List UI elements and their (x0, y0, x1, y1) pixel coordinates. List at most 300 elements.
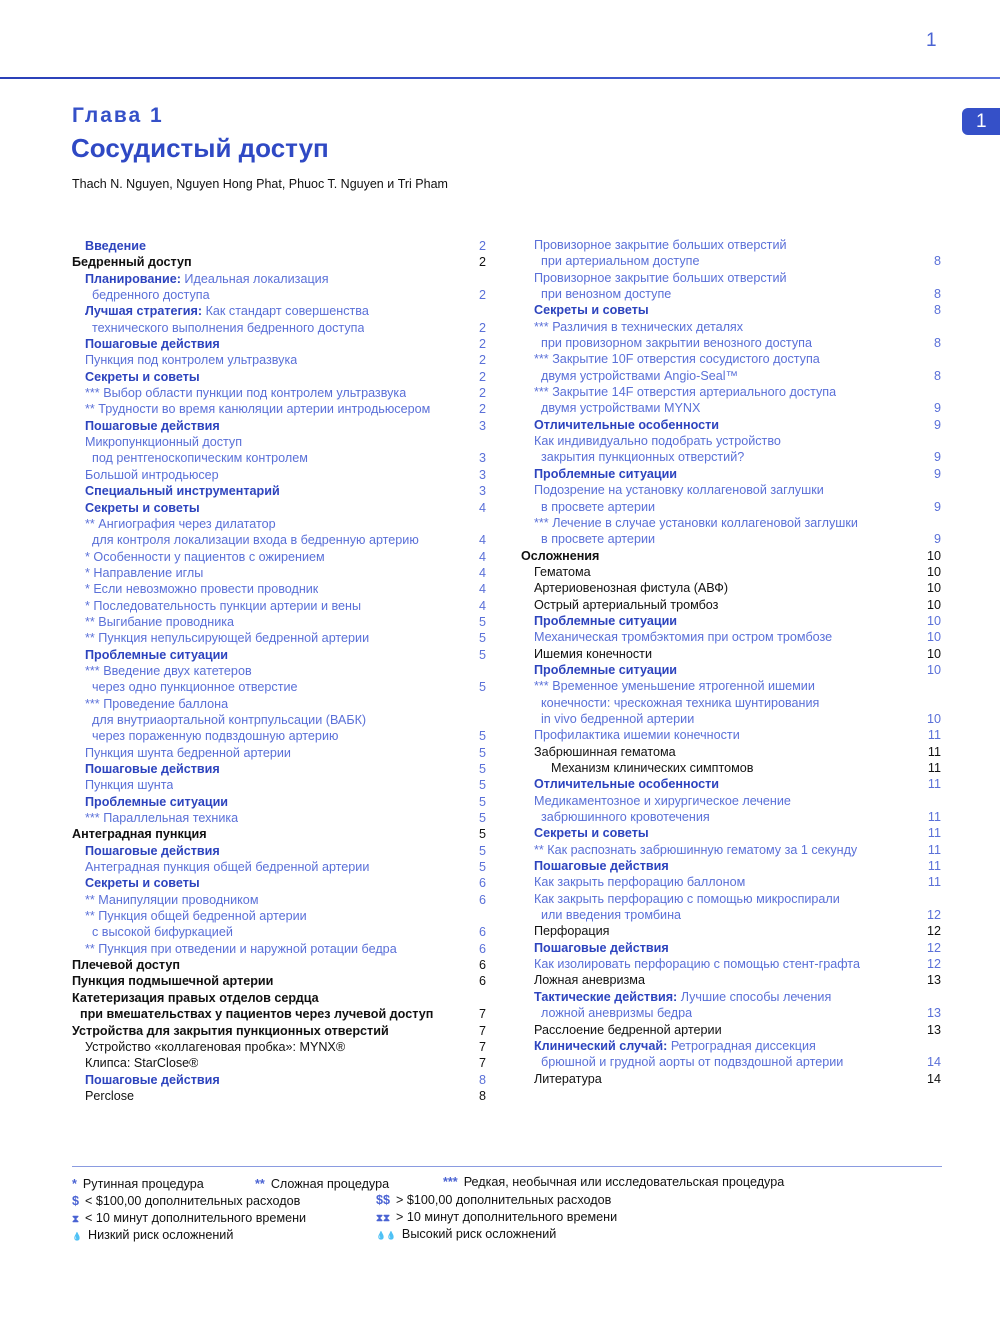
toc-entry[interactable] (521, 351, 941, 367)
toc-entry[interactable] (521, 270, 941, 286)
toc-entry[interactable] (72, 516, 492, 532)
header-rule (0, 77, 1000, 79)
toc-entry-title (541, 400, 700, 416)
toc-entry-title (534, 351, 820, 367)
toc-entry[interactable] (521, 286, 941, 302)
toc-entry-text: Острый артериальный тромбоз (534, 597, 719, 612)
toc-entry[interactable] (72, 483, 492, 499)
toc-entry-text: Проблемные ситуации (534, 662, 678, 677)
toc-page-number: 13 (926, 1022, 941, 1037)
toc-entry[interactable] (521, 302, 941, 318)
toc-entry[interactable] (521, 1022, 941, 1038)
toc-entry-title (85, 483, 280, 499)
toc-entry[interactable] (521, 744, 941, 760)
toc-entry[interactable] (521, 597, 941, 613)
toc-entry[interactable] (521, 384, 941, 400)
toc-entry[interactable] (521, 662, 941, 678)
toc-entry[interactable] (521, 400, 941, 416)
toc-entry[interactable] (521, 548, 941, 564)
toc-entry[interactable] (521, 1071, 941, 1087)
toc-entry[interactable] (521, 580, 941, 596)
toc-entry-title (92, 924, 233, 940)
toc-entry[interactable] (521, 629, 941, 645)
toc-entry-title (92, 287, 210, 303)
toc-entry-prefix: Планирование: (85, 271, 185, 286)
toc-entry-title (85, 352, 297, 368)
toc-entry-title (534, 564, 591, 580)
toc-entry-text: Провизорное закрытие больших отверстий (534, 270, 787, 285)
toc-entry[interactable] (72, 810, 492, 826)
toc-entry[interactable] (72, 1006, 492, 1022)
toc-entry-text: * Направление иглы (85, 565, 204, 580)
toc-entry[interactable] (72, 696, 492, 712)
toc-entry[interactable] (72, 303, 492, 319)
toc-entry[interactable] (72, 1055, 492, 1071)
toc-entry[interactable] (521, 417, 941, 433)
drop-icon: 💧 (72, 1232, 82, 1241)
toc-entry[interactable] (521, 237, 941, 253)
toc-entry[interactable] (72, 647, 492, 663)
legend-low-risk (72, 1228, 233, 1242)
toc-entry[interactable] (72, 794, 492, 810)
toc-entry-title (85, 614, 234, 630)
toc-entry[interactable] (521, 809, 941, 825)
toc-entry-text: ** Пункция при отведении и наружной ротации бедра (85, 941, 397, 956)
toc-page-number: 11 (927, 744, 941, 759)
toc-entry-text: Пошаговые действия (85, 337, 220, 352)
legend-high-cost (376, 1193, 611, 1207)
legend-text: < 10 минут дополнительного времени (85, 1211, 307, 1225)
toc-entry-title (541, 253, 699, 269)
toc-entry-title (85, 418, 220, 434)
legend-text: < $100,00 дополнительных расходов (85, 1194, 301, 1208)
toc-entry[interactable] (521, 760, 941, 776)
toc-entry[interactable] (72, 924, 492, 940)
legend-rare (443, 1175, 784, 1189)
toc-entry[interactable] (72, 450, 492, 466)
toc-page-number: 4 (478, 598, 486, 613)
toc-entry-title (85, 500, 200, 516)
toc-page-number: 5 (478, 680, 486, 695)
toc-entry[interactable] (521, 319, 941, 335)
toc-entry[interactable] (521, 368, 941, 384)
toc-entry[interactable] (72, 728, 492, 744)
toc-entry-text: Механическая тромбэктомия при остром тромбозе (534, 630, 833, 645)
toc-entry-title (534, 858, 669, 874)
toc-entry-title (85, 336, 220, 352)
legend-complex (255, 1177, 389, 1191)
toc-entry[interactable] (521, 825, 941, 841)
toc-entry[interactable] (72, 826, 492, 842)
chapter-tab[interactable]: 1 (962, 108, 1000, 135)
toc-entry-text: через одно пункционное отверстие (92, 680, 298, 695)
toc-page-number: 2 (478, 320, 486, 335)
toc-entry[interactable] (72, 500, 492, 516)
toc-entry[interactable] (72, 1023, 492, 1039)
toc-entry[interactable] (72, 385, 492, 401)
legend-routine (72, 1177, 204, 1191)
toc-entry-title (541, 695, 819, 711)
toc-entry-title (534, 433, 781, 449)
toc-page-number: 9 (933, 450, 941, 465)
toc-entry-title (534, 923, 610, 939)
toc-entry-title (541, 531, 655, 547)
toc-entry-prefix: Лучшая стратегия: (85, 304, 206, 319)
toc-entry[interactable] (72, 973, 492, 989)
toc-entry-text: Лучшие способы лечения (680, 989, 832, 1004)
toc-entry-text: Механизм клинических симптомов (551, 761, 754, 775)
toc-entry-text: двумя устройствами MYNX (541, 401, 701, 416)
toc-entry-title (541, 368, 738, 384)
toc-entry[interactable] (72, 467, 492, 483)
footer-rule (72, 1166, 942, 1167)
toc-entry-title (92, 712, 366, 728)
toc-entry-text: *** Введение двух катетеров (85, 663, 252, 678)
toc-entry[interactable] (521, 253, 941, 269)
toc-entry-title (85, 1055, 198, 1071)
toc-entry-text: Расслоение бедренной артерии (534, 1022, 722, 1037)
toc-entry[interactable] (72, 777, 492, 793)
toc-entry-title (534, 776, 719, 792)
toc-entry-text: Как индивидуально подобрать устройство (534, 434, 781, 449)
toc-entry-title (534, 1022, 722, 1038)
toc-entry[interactable] (521, 989, 941, 1005)
toc-page-number: 11 (927, 810, 941, 825)
toc-entry[interactable] (521, 613, 941, 629)
toc-entry[interactable] (521, 646, 941, 662)
toc-entry-text: Большой интродьюсер (85, 467, 219, 482)
toc-entry[interactable] (72, 745, 492, 761)
toc-entry[interactable] (72, 941, 492, 957)
toc-entry-text: ** Трудности во время канюляции артерии интродьюсером (85, 402, 431, 417)
toc-entry[interactable] (521, 727, 941, 743)
toc-entry-text: с высокой бифуркацией (92, 925, 233, 940)
toc-page-number: 2 (478, 402, 486, 417)
toc-page-number: 6 (478, 974, 486, 989)
toc-entry[interactable] (72, 957, 492, 973)
toc-entry-text: Медикаментозное и хирургическое лечение (534, 793, 791, 808)
toc-entry[interactable] (72, 1088, 492, 1104)
toc-entry[interactable] (72, 712, 492, 728)
toc-page-number: 5 (478, 778, 486, 793)
toc-entry[interactable] (521, 466, 941, 482)
toc-page-number: 11 (927, 761, 941, 775)
toc-entry[interactable] (72, 320, 492, 336)
toc-entry[interactable] (521, 564, 941, 580)
chapter-title: Сосудистый доступ (71, 133, 329, 163)
toc-entry[interactable] (521, 874, 941, 890)
toc-entry-text: Осложнения (521, 548, 600, 563)
toc-page-number: 3 (478, 467, 486, 482)
toc-entry-title (85, 941, 397, 957)
toc-entry-title (551, 760, 753, 776)
toc-entry-title (85, 892, 258, 908)
legend-text: Низкий риск осложнений (87, 1228, 234, 1242)
chapter-authors: Thach N. Nguyen, Nguyen Hong Phat, Phuoc T. Nguyen и Tri Pham (72, 177, 448, 191)
toc-entry-title (534, 629, 832, 645)
toc-entry[interactable] (521, 907, 941, 923)
toc-page-number: 6 (478, 925, 486, 940)
toc-entry[interactable] (72, 892, 492, 908)
toc-entry-title (92, 679, 298, 695)
toc-page-number: 2 (478, 386, 486, 401)
toc-entry[interactable] (72, 434, 492, 450)
toc-entry-title (92, 728, 338, 744)
toc-entry[interactable] (521, 695, 941, 711)
toc-entry[interactable] (72, 598, 492, 614)
toc-entry[interactable] (72, 532, 492, 548)
toc-entry-title (534, 270, 787, 286)
toc-entry[interactable] (72, 614, 492, 630)
toc-page-number: 10 (926, 548, 941, 563)
toc-entry-title (541, 286, 671, 302)
toc-entry[interactable] (72, 352, 492, 368)
toc-entry-title (85, 810, 238, 826)
toc-entry-text: Как стандарт совершенства (205, 304, 369, 319)
legend-short-time (72, 1211, 306, 1225)
toc-entry-title (85, 401, 430, 417)
toc-entry[interactable] (521, 793, 941, 809)
toc-page-number: 5 (478, 614, 486, 629)
toc-entry-title (534, 319, 743, 335)
toc-entry-title (85, 859, 369, 875)
toc-entry-title (85, 908, 307, 924)
toc-entry[interactable] (72, 336, 492, 352)
toc-page-number: 12 (926, 957, 941, 972)
toc-page-number: 3 (478, 484, 486, 499)
toc-entry-title (534, 940, 669, 956)
toc-entry-title (85, 565, 203, 581)
toc-entry-text: *** Закрытие 14F отверстия артериального доступа (534, 385, 837, 400)
toc-page-number: 12 (926, 908, 941, 923)
toc-entry[interactable] (521, 711, 941, 727)
toc-entry-title (72, 957, 180, 973)
toc-entry-text: *** Параллельная техника (85, 811, 239, 826)
toc-page-number: 9 (933, 466, 941, 481)
toc-entry-text: Пункция под контролем ультразвука (85, 353, 298, 368)
toc-entry[interactable] (521, 499, 941, 515)
toc-page-number: 14 (926, 1055, 941, 1070)
toc-entry-text: Бедренный доступ (72, 255, 192, 270)
toc-page-number: 12 (926, 924, 941, 939)
toc-entry-text: ** Выгибание проводника (85, 614, 235, 629)
toc-entry[interactable] (72, 549, 492, 565)
toc-page-number: 10 (926, 613, 941, 628)
toc-entry-title (85, 663, 252, 679)
toc-page-number: 7 (478, 1007, 486, 1022)
chapter-label: Глава 1 (72, 104, 164, 127)
toc-page-number: 7 (478, 1056, 486, 1071)
toc-entry[interactable] (521, 1005, 941, 1021)
toc-entry[interactable] (521, 923, 941, 939)
toc-entry[interactable] (521, 531, 941, 547)
toc-entry-title (72, 973, 273, 989)
toc-entry-text: ** Манипуляции проводником (85, 892, 259, 907)
toc-page-number: 2 (478, 369, 486, 384)
toc-entry-text: при вмешательствах у пациентов через лучевой доступ (80, 1007, 434, 1022)
toc-page-number: 2 (478, 353, 486, 368)
toc-entry[interactable] (521, 776, 941, 792)
toc-entry-text: Артериовенозная фистула (АВФ) (534, 581, 729, 596)
toc-entry-text: технического выполнения бедренного доступа (92, 320, 365, 335)
toc-entry-title (85, 1088, 134, 1104)
toc-entry-text: * Если невозможно провести проводник (85, 582, 319, 597)
toc-entry[interactable] (72, 1039, 492, 1055)
toc-entry-title (85, 647, 228, 663)
toc-entry[interactable] (521, 1038, 941, 1054)
toc-entry-title (92, 450, 308, 466)
toc-entry[interactable] (521, 842, 941, 858)
toc-page-number: 9 (933, 401, 941, 416)
toc-entry[interactable] (72, 908, 492, 924)
one-star-icon: * (72, 1177, 77, 1191)
toc-page-number: 5 (478, 647, 486, 662)
toc-entry-title (534, 793, 791, 809)
toc-entry-text: или введения тромбина (541, 908, 682, 923)
toc-page-number: 8 (933, 303, 941, 318)
toc-entry[interactable] (72, 875, 492, 891)
toc-entry[interactable] (72, 565, 492, 581)
hourglass-icon: ⧗ (72, 1214, 80, 1225)
toc-entry-text: Литература (534, 1071, 602, 1086)
toc-entry-title (534, 384, 836, 400)
toc-entry-text: Пункция подмышечной артерии (72, 974, 274, 989)
toc-entry[interactable] (72, 401, 492, 417)
toc-entry-title (541, 449, 744, 465)
toc-entry-text: Подозрение на установку коллагеновой заглушки (534, 483, 824, 498)
toc-page-number: 11 (927, 842, 941, 857)
toc-entry[interactable] (521, 972, 941, 988)
toc-entry[interactable] (521, 433, 941, 449)
toc-entry[interactable] (521, 482, 941, 498)
toc-entry[interactable] (72, 254, 492, 270)
toc-entry[interactable] (72, 859, 492, 875)
toc-entry[interactable] (521, 858, 941, 874)
toc-entry[interactable] (72, 843, 492, 859)
toc-entry[interactable] (521, 956, 941, 972)
toc-entry-title (85, 385, 406, 401)
toc-entry[interactable] (521, 678, 941, 694)
toc-entry-title (85, 598, 361, 614)
toc-entry-title (85, 630, 369, 646)
toc-page-number: 6 (478, 876, 486, 891)
toc-entry[interactable] (521, 891, 941, 907)
toc-entry-title (85, 516, 276, 532)
toc-entry-text: Катетеризация правых отделов сердца (72, 990, 319, 1005)
legend-text: > 10 минут дополнительного времени (396, 1210, 618, 1224)
toc-entry-text: * Особенности у пациентов с ожирением (85, 549, 325, 564)
toc-entry-text: Секреты и советы (534, 303, 649, 318)
toc-entry-title (521, 548, 599, 564)
toc-entry-text: закрытия пункционных отверстий? (541, 450, 745, 465)
toc-entry-title (541, 711, 694, 727)
toc-entry[interactable] (72, 990, 492, 1006)
toc-entry-text: при артериальном доступе (541, 254, 700, 269)
toc-entry-text: Секреты и советы (534, 826, 649, 841)
toc-page-number: 6 (478, 958, 486, 973)
toc-entry[interactable] (72, 581, 492, 597)
toc-entry-text: в просвете артерии (541, 532, 656, 547)
three-star-icon: *** (443, 1175, 458, 1189)
toc-entry-text: двумя устройствами Angio-Seal™ (541, 368, 739, 383)
toc-entry-text: *** Выбор области пункции под контролем ультразвука (85, 386, 407, 401)
toc-page-number: 6 (478, 892, 486, 907)
toc-entry[interactable] (521, 449, 941, 465)
toc-page-number: 10 (926, 646, 941, 661)
toc-entry[interactable] (521, 1054, 941, 1070)
toc-entry-title (534, 678, 815, 694)
toc-entry[interactable] (72, 679, 492, 695)
toc-entry-text: ** Как распознать забрюшинную гематому за 1 секунду (534, 842, 858, 857)
toc-entry[interactable] (72, 238, 492, 254)
toc-entry-title (534, 972, 645, 988)
toc-entry-prefix: Тактические действия: (534, 989, 681, 1004)
toc-entry[interactable] (72, 761, 492, 777)
toc-page-number: 9 (933, 499, 941, 514)
toc-page-number: 13 (926, 973, 941, 988)
toc-entry[interactable] (521, 940, 941, 956)
toc-page-number: 5 (478, 827, 486, 842)
toc-page-number: 5 (478, 631, 486, 646)
legend-text: > $100,00 дополнительных расходов (396, 1193, 612, 1207)
toc-entry-title (72, 990, 319, 1006)
toc-entry-text: Клипса: StarClose® (85, 1056, 199, 1071)
toc-entry-text: *** Лечение в случае установки коллагеновой заглушки (534, 515, 858, 530)
toc-entry[interactable] (72, 630, 492, 646)
toc-entry[interactable] (72, 369, 492, 385)
toc-entry[interactable] (72, 287, 492, 303)
toc-entry-text: Плечевой доступ (72, 958, 181, 973)
double-hourglass-icon: ⧗⧗ (376, 1213, 391, 1224)
toc-entry-text: бедренного доступа (92, 288, 210, 303)
toc-page-number: 2 (478, 239, 486, 253)
toc-entry-title (534, 744, 676, 760)
toc-page-number: 11 (927, 777, 941, 792)
toc-entry-text: Как закрыть перфорацию с помощью микроспирали (534, 891, 840, 906)
toc-entry-title (72, 254, 192, 270)
toc-page-number: 7 (478, 1039, 486, 1054)
toc-entry-title (85, 549, 325, 565)
toc-entry-text: ** Пункция общей бедренной артерии (85, 909, 307, 924)
toc-entry-text: Перфорация (534, 924, 610, 939)
toc-entry-title (534, 302, 649, 318)
toc-entry[interactable] (521, 515, 941, 531)
toc-entry-title (85, 271, 329, 287)
toc-entry-text: in vivo бедренной артерии (541, 711, 695, 726)
toc-entry[interactable] (72, 1072, 492, 1088)
toc-entry[interactable] (521, 335, 941, 351)
toc-entry-title (85, 875, 200, 891)
toc-entry-title (534, 646, 652, 662)
toc-entry-title (534, 466, 677, 482)
toc-page-number: 14 (926, 1071, 941, 1086)
toc-page-number: 4 (478, 549, 486, 564)
toc-entry-title (534, 237, 787, 253)
toc-page-number: 13 (926, 1006, 941, 1021)
toc-entry[interactable] (72, 418, 492, 434)
toc-entry-title (85, 1039, 345, 1055)
toc-entry[interactable] (72, 271, 492, 287)
toc-entry-title (85, 777, 173, 793)
toc-page-number: 4 (478, 500, 486, 515)
toc-entry-text: забрюшинного кровотечения (541, 810, 710, 825)
toc-page-number: 5 (478, 729, 486, 744)
toc-entry-title (534, 417, 719, 433)
toc-entry-title (534, 515, 858, 531)
toc-entry[interactable] (72, 663, 492, 679)
toc-entry-text: Гематома (534, 564, 591, 579)
toc-entry-title (85, 238, 146, 254)
